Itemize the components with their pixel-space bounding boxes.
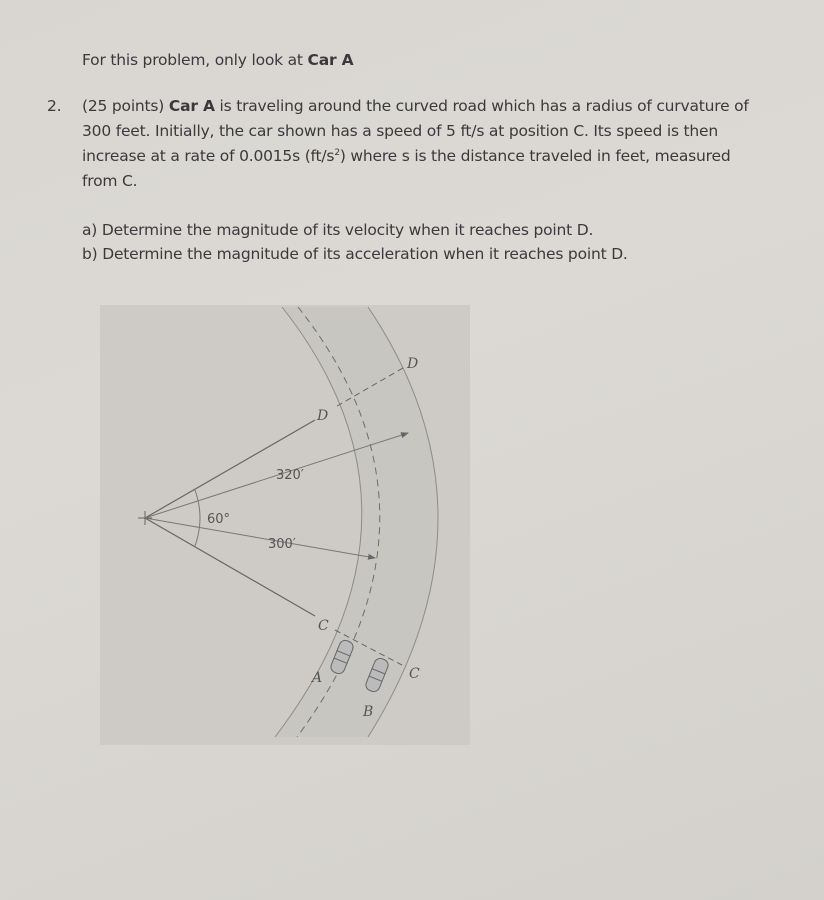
label-320: 320′: [276, 468, 304, 483]
intro-car: Car A: [307, 51, 354, 69]
line3-b: ) where s is the distance traveled in feet, measured: [339, 147, 731, 165]
points: (25 points): [82, 97, 169, 115]
label-car-B: B: [363, 704, 374, 720]
intro-prefix: For this problem, only look at: [82, 51, 308, 69]
line3-sup: 2: [334, 147, 340, 158]
problem-line-2: 300 feet. Initially, the car shown has a speed of 5 ft/s at position C. Its speed is then: [82, 122, 719, 140]
line1-rest: is traveling around the curved road which has a radius of curvature of: [214, 97, 749, 115]
label-300: 300′: [268, 537, 296, 552]
label-car-A: A: [312, 670, 323, 686]
label-C-outer: C: [409, 666, 420, 682]
question-a: a) Determine the magnitude of its velocity when it reaches point D.: [82, 221, 594, 239]
problem-line-4: from C.: [82, 172, 138, 190]
problem-number: 2.: [47, 97, 62, 115]
question-b: b) Determine the magnitude of its acceleration when it reaches point D.: [82, 245, 628, 263]
car-a: Car A: [168, 97, 215, 115]
label-C-inner: C: [318, 618, 329, 634]
label-D-outer: D: [407, 356, 419, 372]
label-60deg: 60°: [207, 512, 231, 527]
label-D-inner: D: [317, 408, 329, 424]
line3-a: increase at a rate of 0.0015s (ft/s: [82, 147, 335, 165]
